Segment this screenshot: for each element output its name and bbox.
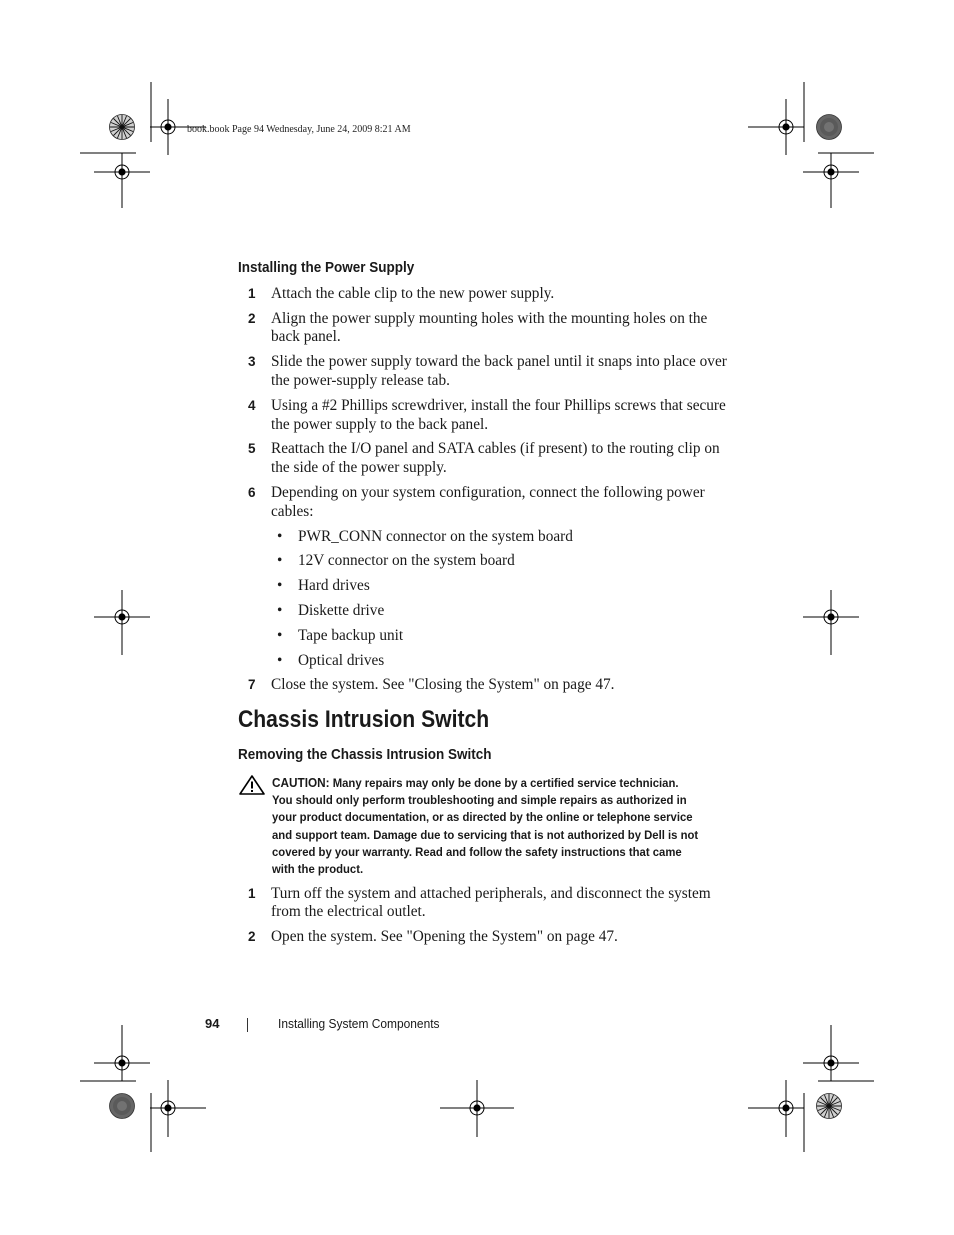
step-number: 2 bbox=[248, 310, 256, 326]
page-number: 94 bbox=[205, 1016, 220, 1031]
step-text: Open the system. See "Opening the System" on page 47. bbox=[271, 928, 618, 946]
step-3 bbox=[238, 353, 738, 391]
section-title-chassis-intrusion-switch: Chassis Intrusion Switch bbox=[238, 706, 490, 734]
caution-label: CAUTION: bbox=[272, 774, 330, 790]
bullet-item bbox=[238, 528, 738, 547]
step-text: Using a #2 Phillips screwdriver, install the four Phillips screws that secure the power supply to the back panel. bbox=[271, 396, 726, 433]
caution-text: Many repairs may only be done by a certified service technician. You should only perform troubleshooting and simple repairs as authorized in your product documentation, or as directed by the online or telephone service and support team. Damage due to servicing that is not authorized by Dell is not covered by your warranty. Read and follow the safety instructions that came with the product. bbox=[272, 775, 699, 877]
caution-notice bbox=[238, 774, 738, 879]
step-text: Close the system. See "Closing the System" on page 47. bbox=[271, 676, 615, 694]
bullet-text: PWR_CONN connector on the system board bbox=[298, 527, 573, 545]
step-1 bbox=[238, 885, 738, 923]
bullet-item bbox=[238, 627, 738, 646]
step-text: Depending on your system configuration, connect the following power cables: bbox=[271, 483, 705, 520]
section-heading-installing-power-supply: Installing the Power Supply bbox=[238, 259, 415, 276]
step-text: Slide the power supply toward the back panel until it snaps into place over the power-supply release tab. bbox=[271, 353, 727, 389]
step-number: 3 bbox=[248, 354, 256, 370]
footer-separator bbox=[247, 1018, 248, 1032]
bullet-text: Hard drives bbox=[298, 577, 370, 595]
step-1 bbox=[238, 285, 738, 304]
bullet-text: 12V connector on the system board bbox=[298, 552, 515, 570]
step-number: 7 bbox=[248, 677, 256, 693]
bullet-marker: • bbox=[277, 601, 283, 619]
bullet-marker: • bbox=[277, 626, 283, 644]
bullet-marker: • bbox=[277, 577, 283, 595]
step-text: Attach the cable clip to the new power supply. bbox=[271, 284, 555, 302]
bullet-text: Tape backup unit bbox=[298, 626, 404, 644]
step-number: 1 bbox=[248, 285, 256, 301]
bullet-text: Optical drives bbox=[298, 651, 385, 669]
step-2 bbox=[238, 310, 738, 348]
step-number: 1 bbox=[248, 885, 256, 901]
step-4 bbox=[238, 397, 738, 435]
step-5 bbox=[238, 440, 738, 478]
step-number: 4 bbox=[248, 397, 256, 413]
step-2 bbox=[238, 928, 738, 947]
step-text: Reattach the I/O panel and SATA cables (if present) to the routing clip on the side of the power supply. bbox=[271, 440, 720, 477]
section-heading-removing-chassis-intrusion-switch: Removing the Chassis Intrusion Switch bbox=[238, 745, 492, 763]
bullet-marker: • bbox=[277, 552, 283, 570]
print-slug: book.book Page 94 Wednesday, June 24, 2009 8:21 AM bbox=[187, 124, 411, 135]
page-content bbox=[238, 259, 738, 947]
step-text: Align the power supply mounting holes with the mounting holes on the back panel. bbox=[271, 309, 708, 346]
step-number: 2 bbox=[248, 929, 256, 945]
step-text: Turn off the system and attached peripherals, and disconnect the system from the electrical outlet. bbox=[271, 884, 711, 921]
step-6 bbox=[238, 484, 738, 522]
bullet-marker: • bbox=[277, 527, 283, 545]
footer-section-title: Installing System Components bbox=[278, 1016, 440, 1031]
bullet-item bbox=[238, 552, 738, 571]
step-number: 6 bbox=[248, 484, 256, 500]
bullet-item bbox=[238, 577, 738, 596]
bullet-item bbox=[238, 602, 738, 621]
caution-icon bbox=[238, 774, 272, 879]
bullet-text: Diskette drive bbox=[298, 601, 385, 619]
step-number: 5 bbox=[248, 441, 256, 457]
bullet-item bbox=[238, 652, 738, 671]
step-7 bbox=[238, 676, 738, 695]
bullet-marker: • bbox=[277, 651, 283, 669]
